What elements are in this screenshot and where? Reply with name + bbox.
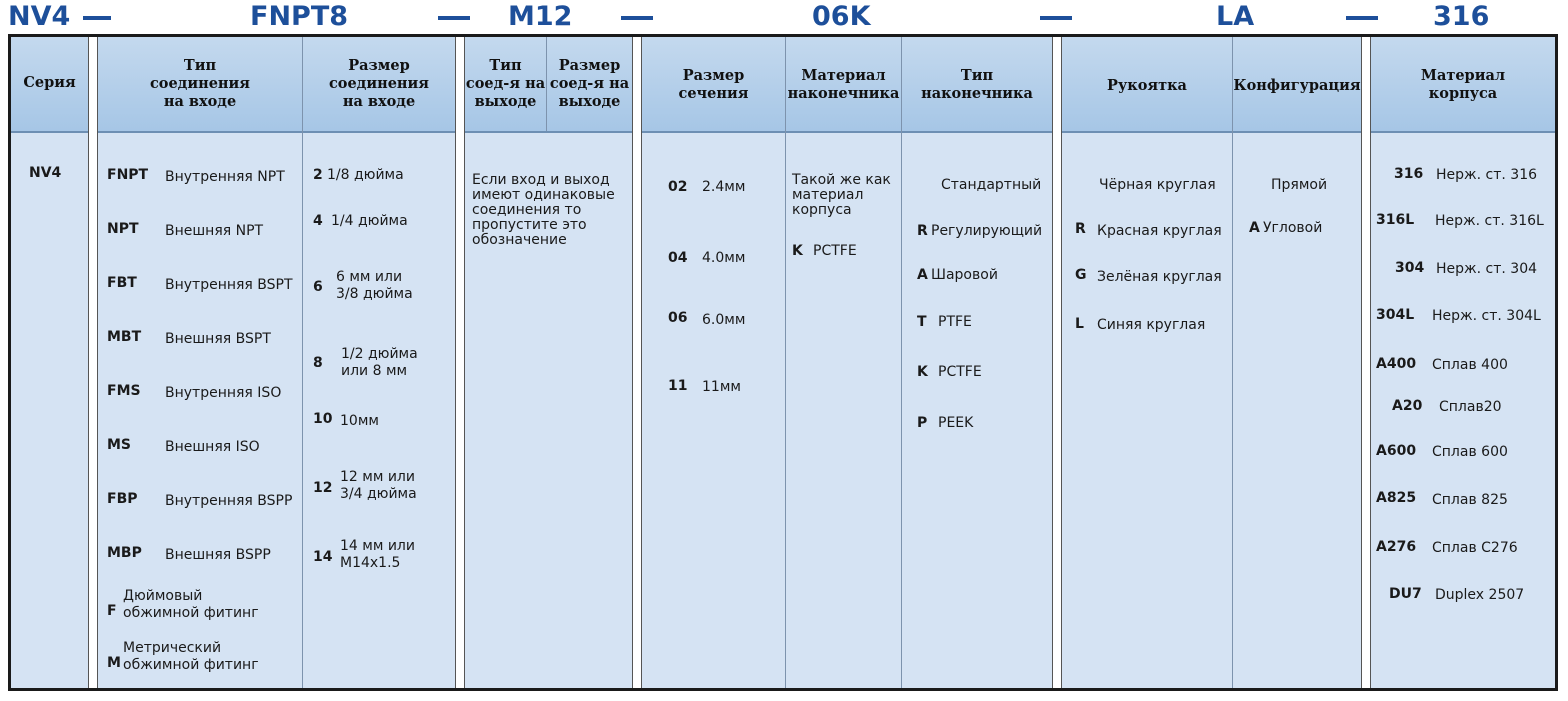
- inlet-size-code: 6: [313, 279, 323, 295]
- tip-material-desc: PCTFE: [813, 243, 857, 259]
- inlet-type-code: FBP: [107, 491, 138, 507]
- inlet-size-desc: 1/8 дюйма: [327, 167, 404, 183]
- tip-type-code: P: [917, 415, 928, 431]
- code-series: NV4: [8, 1, 71, 32]
- section-desc: 11мм: [702, 379, 741, 395]
- inlet-type-code: MBP: [107, 545, 142, 561]
- tip-type-desc: PTFE: [938, 314, 972, 330]
- body-material-desc: Сплав20: [1439, 399, 1502, 415]
- section-desc: 4.0мм: [702, 250, 746, 266]
- body-material-code: 316L: [1376, 212, 1415, 228]
- inlet-type-desc: Внутренняя ISO: [165, 385, 282, 401]
- handle-code: G: [1075, 267, 1087, 283]
- header-tip-material: Материал наконечника: [787, 67, 900, 102]
- inlet-type-desc: Дюймовый обжимной фитинг: [123, 588, 259, 621]
- inlet-size-desc: 1/2 дюйма или 8 мм: [341, 346, 418, 379]
- section-code: 04: [668, 250, 688, 266]
- handle-code: R: [1075, 221, 1086, 237]
- inlet-size-desc: 10мм: [340, 413, 379, 429]
- dash-separator: [1040, 16, 1072, 20]
- body-material-code: DU7: [1389, 586, 1422, 602]
- header-outlet-size: Размер соед-я на выходе: [549, 57, 630, 110]
- dash-separator: [438, 16, 470, 20]
- inlet-type-desc: Внутренняя BSPP: [165, 493, 293, 509]
- body-material-desc: Нерж. ст. 316L: [1435, 213, 1544, 229]
- inlet-size-desc: 12 мм или 3/4 дюйма: [340, 469, 417, 502]
- tip-type-desc: PEEK: [938, 415, 974, 431]
- dash-separator: [83, 16, 111, 20]
- tip-type-code: R: [917, 223, 928, 239]
- column-gap: [1361, 37, 1371, 688]
- column-gap: [632, 37, 642, 688]
- header-handle: Рукоятка: [1107, 77, 1187, 94]
- inlet-type-desc: Внешняя BSPP: [165, 547, 271, 563]
- section-desc: 6.0мм: [702, 312, 746, 328]
- column-gap: [88, 37, 98, 688]
- body-material-desc: Нерж. ст. 316: [1436, 167, 1538, 183]
- inlet-size-desc: 14 мм или M14x1.5: [340, 538, 415, 571]
- inlet-type-desc: Внешняя BSPT: [165, 331, 271, 347]
- handle-desc: Синяя круглая: [1097, 317, 1206, 333]
- body-material-desc: Сплав 600: [1432, 444, 1508, 460]
- body-material-code: 304L: [1376, 307, 1415, 323]
- tip-type-desc: Шаровой: [931, 267, 998, 283]
- tip-type-code: A: [917, 267, 928, 283]
- column-divider: [901, 37, 902, 688]
- config-desc: Угловой: [1263, 220, 1323, 236]
- header-body-material: Материал корпуса: [1420, 67, 1506, 102]
- header-config: Конфигурация: [1233, 77, 1361, 94]
- inlet-type-desc: Внешняя NPT: [165, 223, 264, 239]
- inlet-size-desc: 1/4 дюйма: [331, 213, 408, 229]
- code-inlet: FNPT8: [250, 1, 349, 32]
- inlet-type-desc: Метрический обжимной фитинг: [123, 640, 259, 673]
- header-inlet-size: Размер соединения на входе: [328, 57, 430, 110]
- inlet-size-code: 12: [313, 480, 333, 496]
- handle-code: L: [1075, 316, 1084, 332]
- body-material-desc: Сплав 400: [1432, 357, 1508, 373]
- handle-desc: Красная круглая: [1097, 223, 1222, 239]
- body-material-desc: Сплав C276: [1432, 540, 1518, 556]
- handle-desc: Зелёная круглая: [1097, 269, 1222, 285]
- tip-material-code: K: [792, 243, 803, 259]
- outlet-note: Если вход и выход имеют одинаковые соединения то пропустите это обозначение: [472, 172, 615, 248]
- column-divider: [785, 37, 786, 688]
- inlet-type-code: FBT: [107, 275, 137, 291]
- header-tip-type: Тип наконечника: [921, 67, 1033, 102]
- inlet-type-code: MBT: [107, 329, 142, 345]
- inlet-type-desc: Внутренняя NPT: [165, 169, 285, 185]
- section-code: 06: [668, 310, 688, 326]
- body-material-code: A20: [1392, 398, 1423, 414]
- inlet-type-code: M: [107, 655, 121, 671]
- body-material-desc: Нерж. ст. 304: [1436, 261, 1538, 277]
- body-material-code: A400: [1376, 356, 1417, 372]
- body-material-desc: Нерж. ст. 304L: [1432, 308, 1541, 324]
- column-gap: [1052, 37, 1062, 688]
- inlet-size-code: 10: [313, 411, 333, 427]
- inlet-size-code: 8: [313, 355, 323, 371]
- header-inlet-type: Тип соединения на входе: [149, 57, 251, 110]
- dash-separator: [1346, 16, 1378, 20]
- code-body: 316: [1433, 1, 1490, 32]
- section-code: 02: [668, 179, 688, 195]
- body-material-code: A276: [1376, 539, 1417, 555]
- column-divider: [1232, 37, 1233, 688]
- config-code: A: [1249, 220, 1260, 236]
- tip-material-default: Такой же как материал корпуса: [792, 172, 891, 218]
- header-series: Серия: [23, 74, 76, 91]
- body-material-code: A600: [1376, 443, 1417, 459]
- tip-type-code: T: [917, 314, 927, 330]
- tip-type-desc: Регулирующий: [931, 223, 1043, 239]
- inlet-type-desc: Внутренняя BSPT: [165, 277, 293, 293]
- tip-type-code: K: [917, 364, 928, 380]
- order-code-table: [8, 34, 1558, 691]
- inlet-size-code: 4: [313, 213, 323, 229]
- code-handle: LA: [1216, 1, 1255, 32]
- column-gap: [455, 37, 465, 688]
- config-desc: Прямой: [1271, 177, 1328, 193]
- tip-type-desc: Стандартный: [941, 177, 1042, 193]
- body-material-desc: Сплав 825: [1432, 492, 1508, 508]
- header-section: Размер сечения: [678, 67, 749, 102]
- section-desc: 2.4мм: [702, 179, 746, 195]
- inlet-type-code: NPT: [107, 221, 139, 237]
- inlet-type-code: MS: [107, 437, 132, 453]
- body-material-code: A825: [1376, 490, 1417, 506]
- inlet-type-desc: Внешняя ISO: [165, 439, 260, 455]
- dash-separator: [621, 16, 653, 20]
- inlet-type-code: F: [107, 603, 117, 619]
- section-code: 11: [668, 378, 688, 394]
- inlet-size-desc: 6 мм или 3/8 дюйма: [336, 269, 413, 302]
- code-section: 06K: [812, 1, 871, 32]
- inlet-size-code: 14: [313, 549, 333, 565]
- body-material-desc: Duplex 2507: [1435, 587, 1525, 603]
- header-outlet-type: Тип соед-я на выходе: [465, 57, 546, 110]
- body-material-code: 316: [1394, 166, 1424, 182]
- inlet-type-code: FMS: [107, 383, 141, 399]
- tip-type-desc: PCTFE: [938, 364, 982, 380]
- column-divider: [302, 37, 303, 688]
- body-material-code: 304: [1395, 260, 1425, 276]
- inlet-size-code: 2: [313, 167, 323, 183]
- series-value: NV4: [29, 165, 62, 181]
- inlet-type-code: FNPT: [107, 167, 149, 183]
- handle-desc: Чёрная круглая: [1099, 177, 1216, 193]
- code-outlet: M12: [508, 1, 573, 32]
